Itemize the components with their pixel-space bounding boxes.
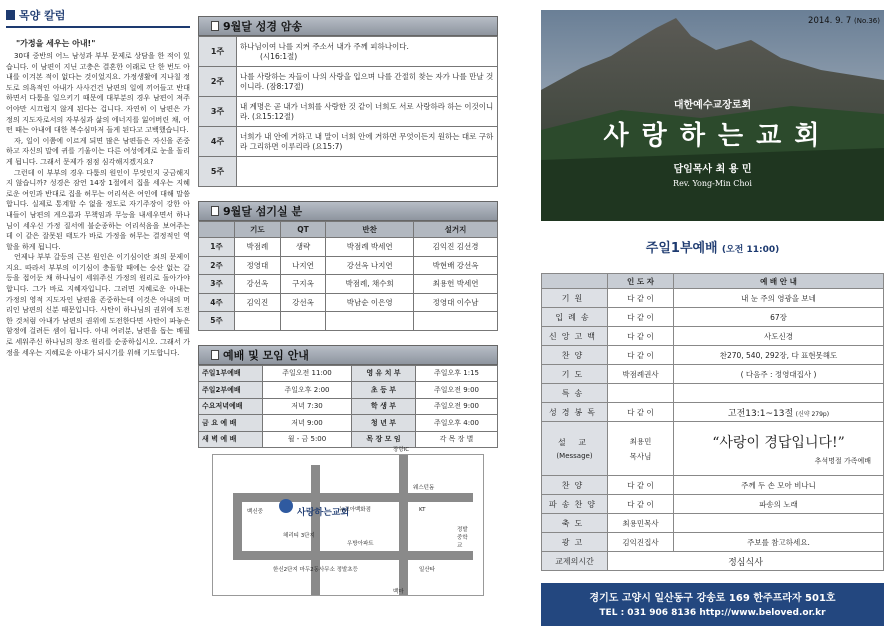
week-label: 3주: [199, 97, 237, 127]
column-header: 예 배 안 내: [674, 274, 884, 289]
duty-title-bar: [198, 201, 498, 221]
bible-page: (신약 279p): [795, 410, 830, 418]
map-label: 한신2단지 마두2동사무소 정발초등: [273, 567, 358, 573]
week-label: 4주: [199, 293, 235, 312]
column-paragraph: 언제나 부부 갈등의 근본 원인은 이기심이란 죄의 문제이지요. 따라서 부부의 이기심이 충돌할 때에는 승산 없는 갈등을 접어둔 채 하나님이 세워주신 가정의 원리로 돌아가야 합니다. 그가 바로 지혜자입니다. 그러면 지혜로운 아내는 가정의 영적 지도자인 남편을 존중하는데 이것은 아내의 머리인 남편의 신분 때문입니다. 사탄이 하나님의 권위에 도전한 것처럼 아내가 남편의 권위에 도전한다면 사탄이 파놓은 함정에 걸려든 셈이 됩니다. 아내 여러분, 남편을 돕는 배필로 세워주신 하나님의 창조 원리를 순종하십시오. 그래서 가정을 세우는 지혜로운 아내가 되시기를 위해 기도합니다.: [6, 252, 190, 357]
map-label: KT: [419, 507, 426, 513]
order-leader: 김익진집사: [608, 533, 674, 552]
map-road: [399, 455, 408, 595]
table-row: [199, 415, 498, 432]
cell: [414, 312, 498, 331]
service-name: 수요저녁예배: [199, 398, 263, 415]
column-divider: [6, 26, 190, 28]
verse-text: 너희가 내 안에 거하고 내 말이 너희 안에 거하면 무엇이든지 원하는 대로 구하라 그리하면 이루리라 (요15:7): [237, 127, 498, 157]
order-leader: [608, 422, 674, 476]
meetings-title-bar: [198, 345, 498, 365]
table-row: [199, 275, 498, 294]
cell: 생략: [280, 238, 326, 257]
table-header-row: [542, 274, 884, 289]
group-name: 초 등 부: [352, 382, 416, 399]
cover-photo: [541, 10, 884, 221]
preacher-title: 목사님: [629, 451, 652, 461]
map-label: 일산타: [419, 567, 435, 573]
group-name: 목 장 모 임: [352, 431, 416, 448]
cell: 김익진 김선경: [414, 238, 498, 257]
table-row: [199, 67, 498, 97]
scripture-ref: 고전13:1~13절: [727, 408, 794, 419]
order-detail: 정심식사: [608, 552, 884, 571]
order-item: 광고: [542, 533, 608, 552]
table-row: [542, 346, 884, 365]
sermon-sub: (Message): [556, 452, 593, 460]
week-label: 4주: [199, 127, 237, 157]
service-time: 주일오전 11:00: [263, 365, 352, 382]
map-label: 우방아파트: [347, 541, 374, 547]
map-road: [311, 465, 320, 595]
verses-title-bar: [198, 16, 498, 36]
cell: 정영대 이수남: [414, 293, 498, 312]
church-address: 경기도 고양시 일산동구 강송로 169 한주프라자 501호: [589, 593, 836, 604]
column-title: "가정을 세우는 아내!": [16, 39, 96, 48]
order-detail: [674, 514, 884, 533]
order-item: 특송: [542, 384, 608, 403]
order-detail: 주보를 참고하세요.: [674, 533, 884, 552]
table-row: [542, 365, 884, 384]
service-name: 주일1부예배: [199, 365, 263, 382]
column-header: 기도: [235, 222, 281, 238]
table-row: [199, 293, 498, 312]
column-header: [542, 274, 608, 289]
table-row: [199, 431, 498, 448]
order-item: 파송찬양: [542, 495, 608, 514]
map-label: 헤리티 3단지: [283, 533, 315, 539]
map-label: 백마: [393, 589, 404, 595]
order-item: 성경봉독: [542, 403, 608, 422]
order-leader: 최용민목사: [608, 514, 674, 533]
denomination: 대한예수교장로회: [673, 100, 752, 111]
order-detail: 내 눈 주의 영광을 보네: [674, 289, 884, 308]
order-leader: 다 같 이: [608, 308, 674, 327]
order-detail: [674, 422, 884, 476]
pastor-name: 담임목사 최 용 민: [673, 164, 752, 175]
map-road: [233, 551, 473, 560]
order-leader: 다 같 이: [608, 346, 674, 365]
service-time: 저녁 7:30: [263, 398, 352, 415]
table-row: [542, 533, 884, 552]
column-header: [199, 222, 235, 238]
column-paragraph: 30대 중반의 어느 남성과 부부 문제로 상담을 한 적이 있습니다. 이 남편이 지닌 고충은 결혼한 이래로 단 한 번도 아내를 이겨본 적이 없다는 것이었지요. 가정생활에 지나칠 정도로 의욕적인 아내가 사사건건 남편의 일에 끼어들고 반대하면서 다툼을 일으키기 때문에 대부분의 경우 남편이 져주어야만 시끄럽지 않게 된다는 겁니다. 자연히 이 남편은 가정의 지도자로서의 자부심과 삶의 에너지를 잃어버린 채, 어떤 때는 아내에 대한 복수심마저 들게 된다고 고백했습니다.: [6, 51, 190, 135]
cell: 최용헌 박세연: [414, 275, 498, 294]
order-leader: 다 같 이: [608, 495, 674, 514]
table-row: [542, 422, 884, 476]
group-time: 주일오전 9:00: [416, 382, 498, 399]
order-detail: [674, 384, 884, 403]
table-row: [199, 365, 498, 382]
column-body: [6, 51, 190, 358]
issue-date: [808, 16, 880, 26]
order-item: 찬양: [542, 476, 608, 495]
square-bullet-icon: [6, 10, 15, 20]
info-column: [198, 16, 498, 596]
order-leader: 다 같 이: [608, 403, 674, 422]
cell: 구지옥: [280, 275, 326, 294]
column-header-label: 목양 칼럼: [19, 9, 66, 22]
order-detail: [674, 403, 884, 422]
order-leader: 다 같 이: [608, 476, 674, 495]
column-header: [6, 6, 190, 24]
table-row: [542, 384, 884, 403]
group-name: 영 유 치 부: [352, 365, 416, 382]
group-time: 각 목 장 별: [416, 431, 498, 448]
order-item: [542, 422, 608, 476]
order-item: 입례송: [542, 308, 608, 327]
group-time: 주일오후 4:00: [416, 415, 498, 432]
cell: 박점례 박세연: [326, 238, 414, 257]
map-label: 웨스턴돔: [413, 485, 435, 491]
week-label: 1주: [199, 238, 235, 257]
order-detail: 찬270, 540, 292장, 다 표현못해도: [674, 346, 884, 365]
table-row: [199, 37, 498, 67]
column-paragraph: 자, 일이 이쯤에 이르게 되면 많은 남편들은 자신을 존중하고 자신의 말에 귀를 기울이는 다른 여성에게로 눈을 돌리게 됩니다. 그래서 문제가 점점 심각해지겠지요?: [6, 135, 190, 166]
service-name: 주일2부예배: [199, 382, 263, 399]
cell: 강선옥: [280, 293, 326, 312]
table-row: [542, 495, 884, 514]
preacher-name: 최용민: [629, 436, 652, 446]
church-marker-icon: [279, 499, 293, 513]
group-time: 주일오전 9:00: [416, 398, 498, 415]
order-detail: 사도신경: [674, 327, 884, 346]
verse-text: 나를 사랑하는 자들이 나의 사랑을 입으며 나를 간절히 찾는 자가 나를 만날 것이니라. (잠8:17절): [237, 67, 498, 97]
meetings-table: [198, 365, 498, 449]
group-name: 청 년 부: [352, 415, 416, 432]
verse-text: 내 계명은 곧 내가 너희를 사랑한 것 같이 너희도 서로 사랑하라 하는 이것이니라. (요15:12절): [237, 97, 498, 127]
group-name: 학 생 부: [352, 398, 416, 415]
order-detail: ( 다음주 : 정영대집사 ): [674, 365, 884, 384]
column-header: 설거지: [414, 222, 498, 238]
verses-title: 9월달 성경 암송: [223, 20, 303, 33]
verse-ref: (시16:1절): [260, 51, 298, 61]
church-contact: TEL : 031 906 8136 http://www.beloved.or.kr: [599, 608, 826, 618]
footer: [541, 583, 884, 626]
cell: [326, 312, 414, 331]
cell: 정영대: [235, 256, 281, 275]
cell: 박현배 강선옥: [414, 256, 498, 275]
order-item: 축도: [542, 514, 608, 533]
week-label: 2주: [199, 67, 237, 97]
order-item: 신앙고백: [542, 327, 608, 346]
order-leader: [608, 384, 674, 403]
cell: 박점례: [235, 238, 281, 257]
map-church-label: 사랑하는교회: [297, 508, 350, 518]
verse-text: 하나님이여 나를 지켜 주소서 내가 주께 피하나이다.: [240, 41, 409, 51]
table-row: [542, 327, 884, 346]
church-info: [541, 96, 884, 188]
table-row: [199, 157, 498, 187]
table-row: [542, 403, 884, 422]
table-header-row: [199, 222, 498, 238]
map-label: 뉴코아백화점: [339, 507, 371, 513]
cell: 나지연: [280, 256, 326, 275]
week-label: 5주: [199, 157, 237, 187]
column-paragraph: 그런데 이 부부의 경우 다툼의 원인이 무엇인지 궁금해지지 않습니까? 성경은 잠언 14장 1절에서 집을 세우는 지혜로운 여인과 반대로 집을 허무는 어리석은 여인에 대해 말씀합니다. 실제로 통계할 수 없을 정도로 자기주장이 강한 아내들이 남편의 게으름과 무책임과 무능을 내세우면서 하나님이 세우신 가정 질서에 불순종하는 어리석음을 보여주는데 이 같은 잘못된 태도가 바로 가정을 허무는 결정적인 역할을 하게 됩니다.: [6, 167, 190, 251]
table-row: [199, 312, 498, 331]
order-of-worship-table: [541, 273, 884, 571]
week-label: 2주: [199, 256, 235, 275]
square-bullet-icon: [211, 350, 219, 360]
order-detail: 67장: [674, 308, 884, 327]
church-name: 사 랑 하 는 교 회: [603, 121, 822, 151]
cover-column: [541, 10, 884, 626]
verses-table: [198, 36, 498, 187]
table-row: [542, 308, 884, 327]
service-name: 새 벽 예 배: [199, 431, 263, 448]
map-road: [233, 493, 242, 560]
sermon-label: 설 교: [558, 438, 591, 447]
order-detail: 파송의 노래: [674, 495, 884, 514]
service-time: 주일오후 2:00: [263, 382, 352, 399]
location-map: [212, 447, 484, 596]
order-leader: 다 같 이: [608, 327, 674, 346]
order-detail: 주께 두 손 모아 비나니: [674, 476, 884, 495]
cell: 강선옥: [235, 275, 281, 294]
order-item: 교제의시간: [542, 552, 608, 571]
sermon-title: “사랑이 경답입니다!”: [712, 434, 845, 451]
order-item: 기원: [542, 289, 608, 308]
issue-number: (No.36): [854, 17, 880, 25]
group-time: 주일오후 1:15: [416, 365, 498, 382]
map-label: 정발중학교: [457, 527, 468, 549]
duty-title: 9월달 섬기실 분: [223, 205, 303, 218]
service-time: (오전 11:00): [721, 245, 780, 255]
square-bullet-icon: [211, 206, 219, 216]
cell: 박점례, 채수희: [326, 275, 414, 294]
table-row: [199, 256, 498, 275]
service-banner: [541, 237, 884, 261]
week-label: 1주: [199, 37, 237, 67]
pastor-column: [6, 6, 190, 626]
order-item: 기도: [542, 365, 608, 384]
map-road: [233, 493, 473, 502]
cell: 박남순 이은영: [326, 293, 414, 312]
cell: 강선옥 나지연: [326, 256, 414, 275]
service-time: 월 - 금 5:00: [263, 431, 352, 448]
square-bullet-icon: [211, 21, 219, 31]
table-row: [542, 552, 884, 571]
table-row: [199, 238, 498, 257]
table-row: [542, 289, 884, 308]
service-name: 금 요 예 배: [199, 415, 263, 432]
table-row: [542, 476, 884, 495]
cell: [235, 312, 281, 331]
cell: [280, 312, 326, 331]
week-label: 5주: [199, 312, 235, 331]
service-title: 주일1부예배: [645, 241, 718, 256]
table-row: [199, 97, 498, 127]
map-label: 백신중: [247, 509, 263, 515]
duty-table: [198, 221, 498, 331]
table-row: [199, 382, 498, 399]
column-header: QT: [280, 222, 326, 238]
order-leader: 다 같 이: [608, 289, 674, 308]
sermon-note: 추석명절 가족예배: [814, 456, 871, 465]
map-label: 장항IC: [393, 447, 410, 453]
column-header: 반찬: [326, 222, 414, 238]
service-time: 저녁 9:00: [263, 415, 352, 432]
table-row: [199, 398, 498, 415]
meetings-title: 예배 및 모임 안내: [223, 348, 309, 362]
order-item: 찬양: [542, 346, 608, 365]
verse-cell: [237, 37, 498, 67]
pastor-name-en: Rev. Yong-Min Choi: [673, 179, 752, 188]
order-leader: 박점례권사: [608, 365, 674, 384]
cell: 김익진: [235, 293, 281, 312]
table-row: [199, 127, 498, 157]
date-text: 2014. 9. 7: [808, 16, 852, 26]
verse-text: [237, 157, 498, 187]
column-header: 인 도 자: [608, 274, 674, 289]
table-row: [542, 514, 884, 533]
week-label: 3주: [199, 275, 235, 294]
